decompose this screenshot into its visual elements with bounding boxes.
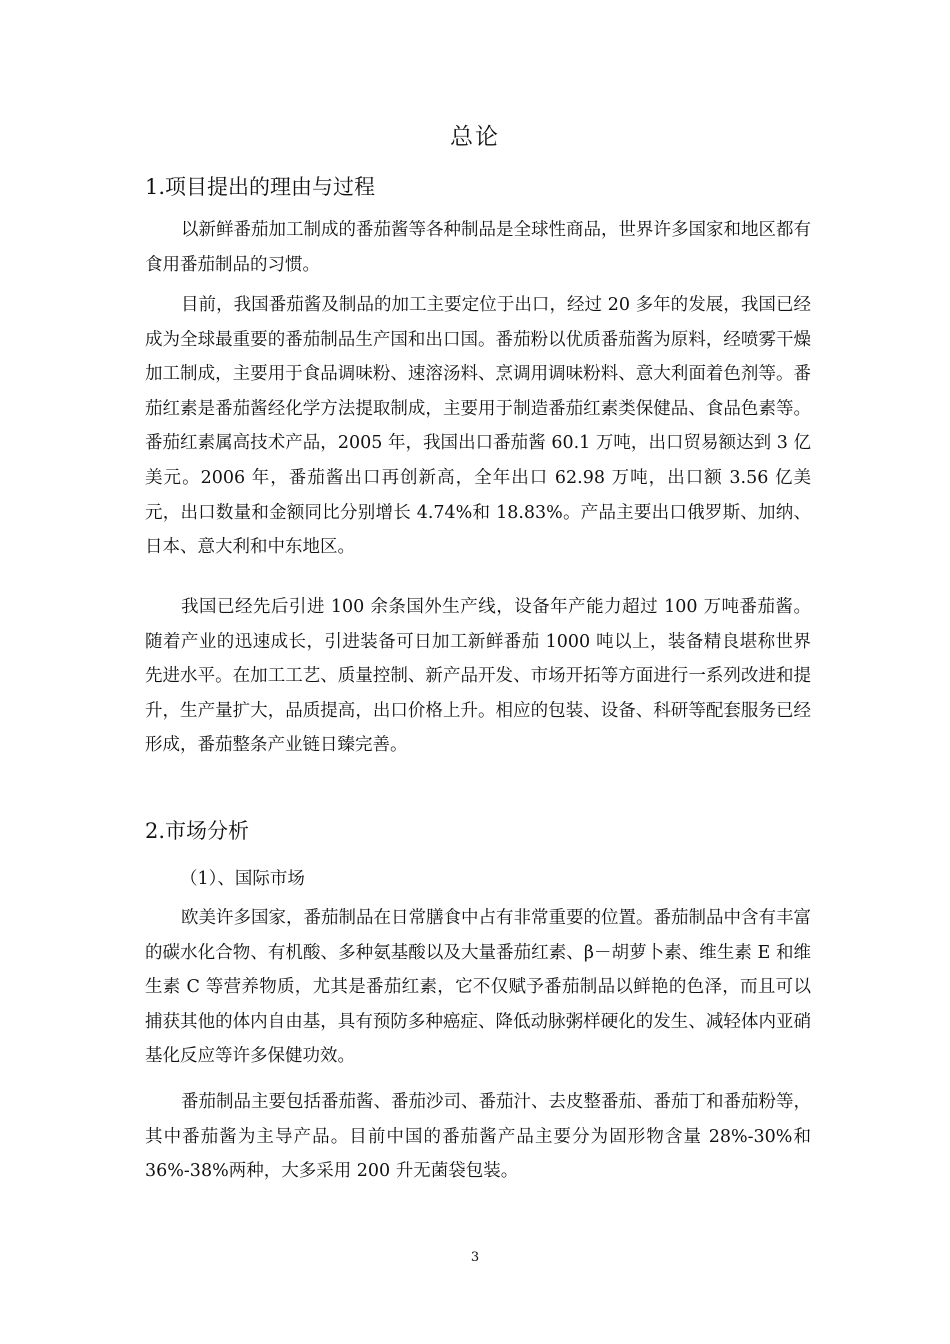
subsection-heading-international-market: （1）、国际市场 <box>180 869 305 889</box>
section-1-paragraph-2: 目前，我国番茄酱及制品的加工主要定位于出口，经过 20 多年的发展，我国已经成为全球最重要的番茄制品生产国和出口国。番茄粉以优质番茄酱为原料，经喷雾干燥加工制成，主要用于食品调味粉、速溶汤料、烹调用调味粉料、意大利面着色剂等。番茄红素是番茄酱经化学方法提取制成，主要用于制造番茄红素类保健品、食品色素等。番茄红素属高技术产品，2005 年，我国出口番茄酱 60.1 万吨，出口贸易额达到 3 亿美元。2006 年，番茄酱出口再创新高，全年出口 62.98 万吨，出口额 3.56 亿美元，出口数量和金额同比分别增长 4.74%和 18.83%。产品主要出口俄罗斯、加纳、日本、意大利和中东地区。 <box>145 295 811 558</box>
section-2-paragraph-2: 番茄制品主要包括番茄酱、番茄沙司、番茄汁、去皮整番茄、番茄丁和番茄粉等，其中番茄酱为主导产品。目前中国的番茄酱产品主要分为固形物含量 28%-30%和 36%-38%两种，大多采用 200 升无菌袋包装。 <box>145 1092 811 1182</box>
page-number: 3 <box>470 1250 480 1265</box>
section-2-paragraph-1: 欧美许多国家，番茄制品在日常膳食中占有非常重要的位置。番茄制品中含有丰富的碳水化合物、有机酸、多种氨基酸以及大量番茄红素、β－胡萝卜素、维生素 E 和维生素 C 等营养物质，尤其是番茄红素，它不仅赋予番茄制品以鲜艳的色泽，而且可以捕获其他的体内自由基，具有预防多种癌症、降低动脉粥样硬化的发生、减轻体内亚硝基化反应等许多保健功效。 <box>145 908 811 1067</box>
section-1-paragraph-3: 我国已经先后引进 100 余条国外生产线，设备年产能力超过 100 万吨番茄酱。随着产业的迅速成长，引进装备可日加工新鲜番茄 1000 吨以上，装备精良堪称世界先进水平。在加工工艺、质量控制、新产品开发、市场开拓等方面进行一系列改进和提升，生产量扩大，品质提高，出口价格上升。相应的包装、设备、科研等配套服务已经形成，番茄整条产业链日臻完善。 <box>145 597 811 756</box>
section-2-heading: 2.市场分析 <box>145 819 250 843</box>
page-title: 总论 <box>450 124 500 150</box>
section-1-paragraph-1: 以新鲜番茄加工制成的番茄酱等各种制品是全球性商品，世界许多国家和地区都有食用番茄制品的习惯。 <box>145 220 811 275</box>
section-1-heading: 1.项目提出的理由与过程 <box>145 175 376 199</box>
